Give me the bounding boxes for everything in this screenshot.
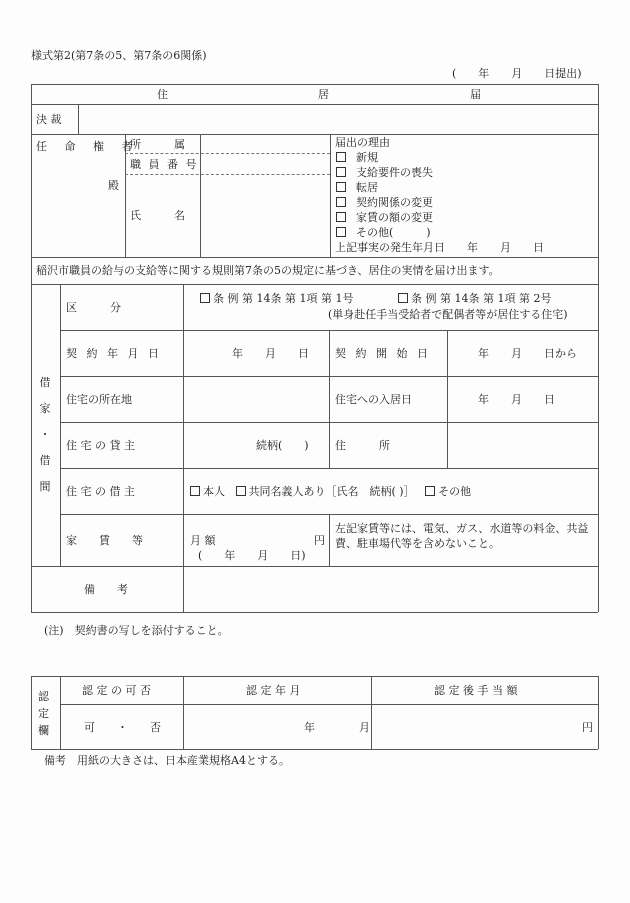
appointer-label: 任 命 権 者 bbox=[36, 140, 140, 153]
category-option-1[interactable] bbox=[200, 291, 353, 306]
side-char: 認 bbox=[38, 690, 49, 703]
rent-monthly-label: 月 額 bbox=[190, 534, 216, 547]
checkbox[interactable] bbox=[336, 152, 346, 162]
side-char: 欄 bbox=[38, 724, 49, 737]
checkbox[interactable] bbox=[336, 227, 346, 237]
lessor-address-label: 住 所 bbox=[335, 439, 390, 452]
lessee-option-other[interactable] bbox=[425, 485, 471, 498]
location-label: 住宅の所在地 bbox=[66, 393, 132, 406]
approval-stamp-area[interactable] bbox=[80, 106, 596, 132]
approval-col2-value[interactable]: 年 月 bbox=[304, 721, 370, 734]
side-char: 定 bbox=[38, 707, 49, 720]
checkbox[interactable] bbox=[425, 486, 435, 496]
approval-col1-header: 認 定 の 可 否 bbox=[82, 684, 151, 697]
lessor-relation[interactable]: 続柄( ) bbox=[256, 439, 309, 452]
option-label: その他( ) bbox=[356, 226, 431, 239]
footnote: (注) 契約書の写しを添付すること。 bbox=[44, 624, 229, 637]
lessor-address-field[interactable] bbox=[449, 424, 596, 466]
rent-label: 家 賃 等 bbox=[66, 534, 143, 547]
remarks-label: 備 考 bbox=[84, 583, 128, 596]
category-label: 区 分 bbox=[66, 301, 121, 314]
employee-no-field[interactable] bbox=[202, 155, 328, 173]
option-label: 支給要件の喪失 bbox=[356, 166, 433, 179]
checkbox[interactable] bbox=[336, 167, 346, 177]
remarks-field[interactable] bbox=[185, 568, 596, 610]
title-char-2: 居 bbox=[318, 88, 329, 101]
form-number: 様式第2(第7条の5、第7条の6関係) bbox=[31, 49, 207, 62]
checkbox[interactable] bbox=[200, 293, 210, 303]
employee-no-label: 職 員 番 号 bbox=[130, 158, 199, 171]
lessee-label: 住 宅 の 借 主 bbox=[66, 485, 135, 498]
option-label: 家賃の額の変更 bbox=[356, 211, 433, 224]
contract-start-label: 契 約 開 始 日 bbox=[335, 347, 431, 360]
checkbox[interactable] bbox=[336, 197, 346, 207]
lessee-options bbox=[190, 484, 471, 499]
option-label: 本人 bbox=[203, 485, 225, 498]
reason-option-rent[interactable] bbox=[336, 210, 433, 225]
category-option-2[interactable] bbox=[398, 291, 551, 306]
rent-note: 左記家賃等には、電気、ガス、水道等の料金、共益費、駐車場代等を含めないこと。 bbox=[335, 522, 589, 550]
reason-option-new[interactable] bbox=[336, 150, 378, 165]
lessee-option-self[interactable] bbox=[190, 485, 225, 498]
approval-col3-header: 認 定 後 手 当 額 bbox=[434, 684, 518, 697]
occurrence-date: 上記事実の発生年月日 年 月 日 bbox=[335, 241, 544, 254]
reason-option-other[interactable] bbox=[336, 225, 431, 240]
approval-side-label bbox=[38, 688, 49, 739]
approval-label: 決 裁 bbox=[36, 113, 62, 126]
reason-option-move[interactable] bbox=[336, 180, 378, 195]
checkbox[interactable] bbox=[398, 293, 408, 303]
option-label: 契約関係の変更 bbox=[356, 196, 433, 209]
affiliation-label: 所 属 bbox=[130, 138, 185, 151]
checkbox[interactable] bbox=[336, 182, 346, 192]
option-label: その他 bbox=[438, 485, 472, 498]
title-char-3: 届 bbox=[470, 88, 481, 101]
approval-col2-header: 認 定 年 月 bbox=[246, 684, 301, 697]
move-in-label: 住宅への入居日 bbox=[335, 393, 412, 406]
checkbox[interactable] bbox=[236, 486, 246, 496]
reason-title: 届出の理由 bbox=[335, 136, 390, 149]
contract-start-value[interactable]: 年 月 日から bbox=[478, 347, 577, 360]
honorific-label: 殿 bbox=[108, 179, 119, 192]
option-label: 転居 bbox=[356, 181, 378, 194]
name-label: 氏 名 bbox=[130, 209, 185, 222]
affiliation-field[interactable] bbox=[202, 136, 328, 152]
option-label: 条 例 第 14条 第 1項 第 2号 bbox=[411, 292, 552, 305]
name-field[interactable] bbox=[202, 176, 328, 256]
approval-col3-value[interactable]: 円 bbox=[582, 721, 593, 734]
option-label: 条 例 第 14条 第 1項 第 1号 bbox=[213, 292, 354, 305]
side-char: 間 bbox=[39, 480, 51, 493]
statement: 稲沢市職員の給与の支給等に関する規則第7条の5の規定に基づき、居住の実情を届け出ます。 bbox=[36, 264, 500, 277]
rental-side-label bbox=[38, 370, 52, 500]
side-char: 家 bbox=[39, 402, 51, 415]
contract-date-label: 契 約 年 月 日 bbox=[66, 347, 162, 360]
location-field[interactable] bbox=[185, 378, 327, 420]
lessee-option-joint[interactable] bbox=[236, 485, 415, 498]
approval-col1-value[interactable]: 可 ・ 否 bbox=[84, 721, 161, 734]
move-in-value[interactable]: 年 月 日 bbox=[478, 393, 555, 406]
bottom-note: 備考 用紙の大きさは、日本産業規格A4とする。 bbox=[44, 754, 290, 767]
side-char: 借 bbox=[39, 454, 51, 467]
contract-date-value[interactable]: 年 月 日 bbox=[232, 347, 309, 360]
side-char: 借 bbox=[39, 376, 51, 389]
title-char-1: 住 bbox=[157, 88, 168, 101]
side-char: ・ bbox=[39, 428, 51, 441]
option-label: 共同名義人あり［氏名 続柄( )］ bbox=[248, 485, 415, 498]
lessor-label: 住 宅 の 貸 主 bbox=[66, 439, 135, 452]
category-note: (単身赴任手当受給者で配偶者等が居住する住宅) bbox=[328, 308, 568, 321]
rent-yen: 円 bbox=[314, 534, 325, 547]
rent-date[interactable]: ( 年 月 日) bbox=[198, 549, 306, 562]
submit-date: ( 年 月 日提出) bbox=[452, 67, 582, 80]
checkbox[interactable] bbox=[336, 212, 346, 222]
checkbox[interactable] bbox=[190, 486, 200, 496]
reason-option-loss[interactable] bbox=[336, 165, 433, 180]
option-label: 新規 bbox=[356, 151, 378, 164]
reason-option-contract[interactable] bbox=[336, 195, 433, 210]
